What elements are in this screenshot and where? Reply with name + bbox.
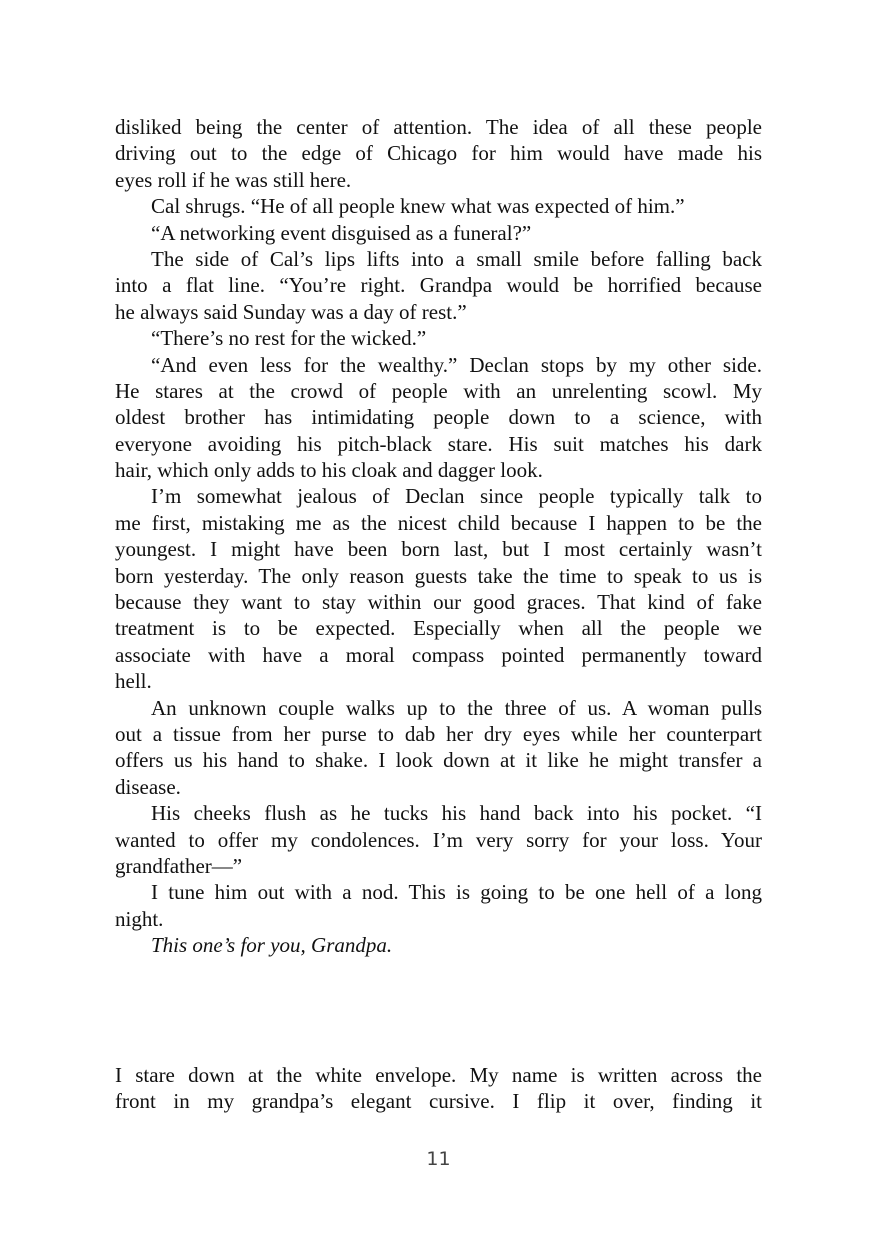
- paragraph: [115, 483, 762, 694]
- paragraph: [115, 932, 762, 958]
- text-line: hell.: [115, 669, 152, 694]
- text-line: into a flat line. “You’re right. Grandpa would be horrified because: [115, 273, 762, 298]
- text-line: offers us his hand to shake. I look down at it like he might transfer a: [115, 748, 762, 773]
- paragraph: [115, 193, 762, 219]
- text-line: everyone avoiding his pitch-black stare. His suit matches his dark: [115, 431, 762, 456]
- text-line: driving out to the edge of Chicago for him would have made his: [115, 141, 762, 166]
- text-line: His cheeks flush as he tucks his hand back into his pocket. “I: [151, 801, 762, 826]
- text-line: me first, mistaking me as the nicest child because I happen to be the: [115, 510, 762, 535]
- paragraph: [115, 114, 762, 193]
- paragraph: [115, 800, 762, 879]
- text-line: disliked being the center of attention. The idea of all these people: [115, 115, 762, 139]
- text-line: born yesterday. The only reason guests take the time to speak to us is: [115, 563, 762, 588]
- text-line: front in my grandpa’s elegant cursive. I flip it over, finding it: [115, 1089, 762, 1114]
- text-line: grandfather—”: [115, 853, 243, 878]
- text-line: The side of Cal’s lips lifts into a small smile before falling back: [151, 246, 762, 271]
- chapter-text: [115, 114, 762, 959]
- paragraph: [115, 352, 762, 484]
- text-line: he always said Sunday was a day of rest.”: [115, 299, 467, 324]
- paragraph: [115, 246, 762, 325]
- new-scene-text: [115, 1062, 762, 1115]
- text-line: wanted to offer my condolences. I’m very sorry for your loss. Your: [115, 827, 762, 852]
- paragraph: [115, 325, 762, 351]
- paragraph: [115, 879, 762, 932]
- text-line: oldest brother has intimidating people down to a science, with: [115, 405, 762, 430]
- text-line: eyes roll if he was still here.: [115, 167, 352, 192]
- paragraph: [115, 1062, 762, 1115]
- text-line: Cal shrugs. “He of all people knew what was expected of him.”: [151, 194, 685, 219]
- text-line: An unknown couple walks up to the three of us. A woman pulls: [151, 695, 762, 720]
- text-line: hair, which only adds to his cloak and dagger look.: [115, 458, 543, 483]
- text-line: I’m somewhat jealous of Declan since people typically talk to: [151, 484, 762, 509]
- paragraph: [115, 695, 762, 801]
- paragraph: [115, 220, 762, 246]
- text-line: because they want to stay within our good graces. That kind of fake: [115, 590, 762, 615]
- text-line: youngest. I might have been born last, but I most certainly wasn’t: [115, 537, 762, 562]
- text-line: “There’s no rest for the wicked.”: [151, 326, 427, 351]
- text-line: I stare down at the white envelope. My name is written across the: [115, 1063, 762, 1087]
- text-line: night.: [115, 906, 164, 931]
- text-line: I tune him out with a nod. This is going to be one hell of a long: [151, 880, 762, 905]
- text-line: “And even less for the wealthy.” Declan stops by my other side.: [151, 352, 762, 377]
- text-line: disease.: [115, 774, 181, 799]
- text-line: “A networking event disguised as a funeral?”: [151, 220, 532, 245]
- text-line: This one’s for you, Grandpa.: [151, 933, 393, 958]
- text-line: He stares at the crowd of people with an unrelenting scowl. My: [115, 378, 762, 403]
- page-number: 11: [426, 1148, 451, 1170]
- text-line: out a tissue from her purse to dab her dry eyes while her counterpart: [115, 721, 762, 746]
- text-line: associate with have a moral compass pointed permanently toward: [115, 642, 762, 667]
- text-line: treatment is to be expected. Especially when all the people we: [115, 616, 762, 641]
